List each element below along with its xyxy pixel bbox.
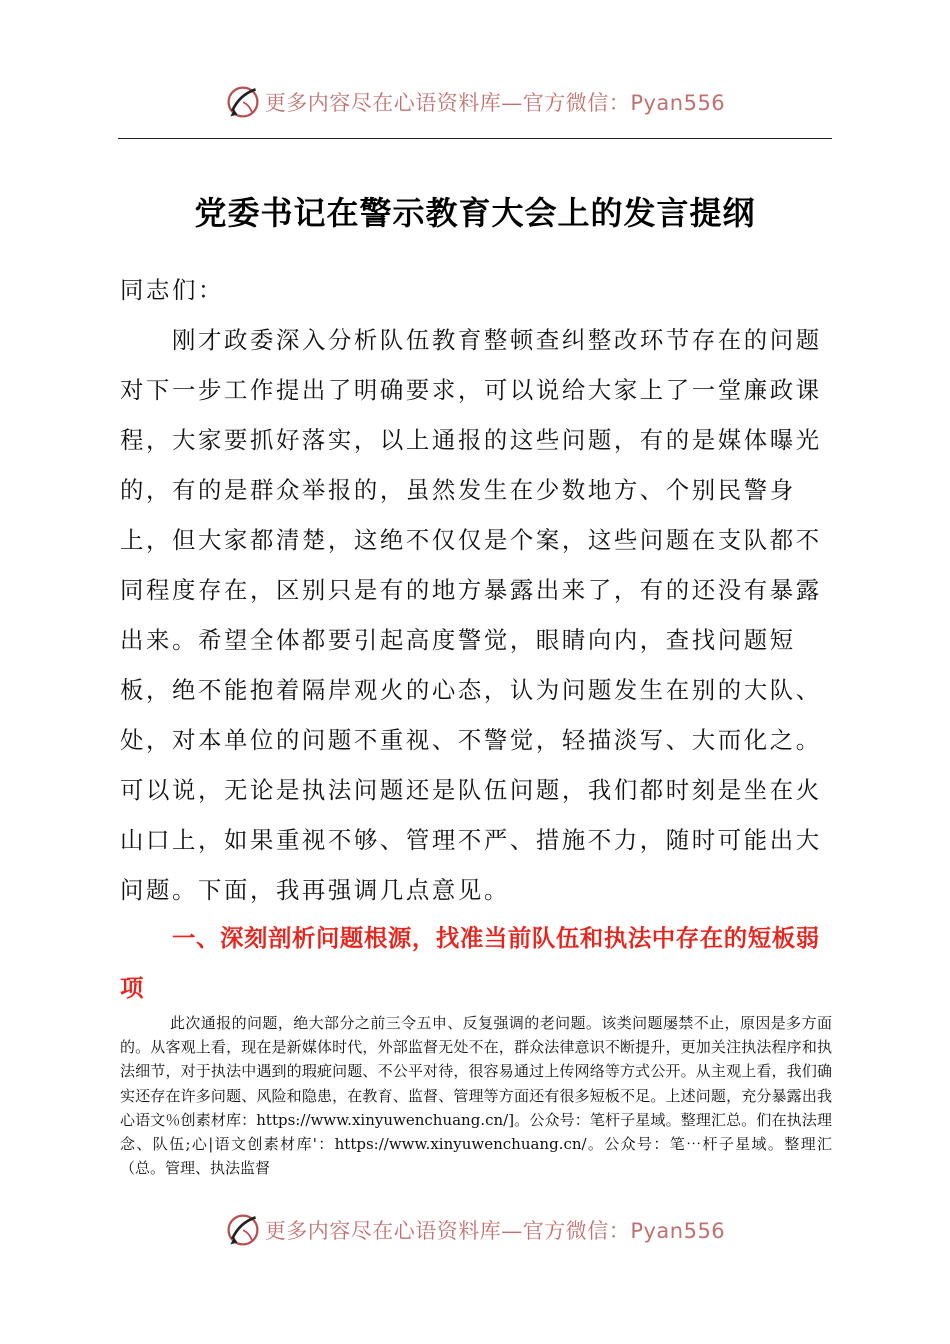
banner-wechat-id: Pyan556 xyxy=(630,91,726,115)
banner-label: 更多内容尽在心语资料库—官方微信： xyxy=(264,1219,631,1243)
banner-label: 更多内容尽在心语资料库—官方微信： xyxy=(264,91,631,115)
pen-logo-icon xyxy=(225,84,261,120)
greeting: 同志们： xyxy=(120,276,224,304)
document-title: 党委书记在警示教育大会上的发言提纲 xyxy=(194,194,756,232)
section-heading-1: 一、深刻剖析问题根源，找准当前队伍和执法中存在的短板弱项 xyxy=(120,924,820,1002)
banner-wechat-id: Pyan556 xyxy=(630,1219,726,1243)
banner-text xyxy=(265,1215,725,1245)
small-body-paragraph: 此次通报的问题，绝大部分之前三令五申、反复强调的老问题。该类问题屡禁不止，原因是多方面的。从客观上看，现在是新媒体时代，外部监督无处不在，群众法律意识不断提升，更加关注执法程序和执法细节，对于执法中遇到的瑕疵问题、不公平对待，很容易通过上传网络等方式公开。从主观上看，我们确实还存在许多问题、风险和隐患，在教育、监督、管理等方面还有很多短板不足。上述问题，充分暴露出我心语文％创素材库：https://www.xinyuwenchuang.cn/]。公众号：笔杆子星域。整理汇总。们在执法理念、队伍;心|语文创素材库'：https://www.xinyuwenchuang.cn/。公众号：笔⋯杆子星域。整理汇（总。管理、执法监督 xyxy=(120,1014,832,1178)
body-paragraph: 刚才政委深入分析队伍教育整顿查纠整改环节存在的问题对下一步工作提出了明确要求，可以说给大家上了一堂廉政课程，大家要抓好落实，以上通报的这些问题，有的是媒体曝光的，有的是群众举报的，虽然发生在少数地方、个别民警身上，但大家都清楚，这绝不仅仅是个案，这些问题在支队都不同程度存在，区别只是有的地方暴露出来了，有的还没有暴露出来。希望全体都要引起高度警觉，眼睛向内，查找问题短板，绝不能抱着隔岸观火的心态，认为问题发生在别的大队、处，对本单位的问题不重视、不警觉，轻描淡写、大而化之。可以说，无论是执法问题还是队伍问题，我们都时刻是坐在火山口上，如果重视不够、管理不严、措施不力，随时可能出大问题。下面，我再强调几点意见。 xyxy=(120,326,822,904)
header-watermark-banner xyxy=(0,82,950,122)
header-divider xyxy=(118,138,832,139)
footer-watermark-banner xyxy=(0,1210,950,1250)
pen-logo-icon xyxy=(225,1212,261,1248)
banner-text xyxy=(265,87,725,117)
